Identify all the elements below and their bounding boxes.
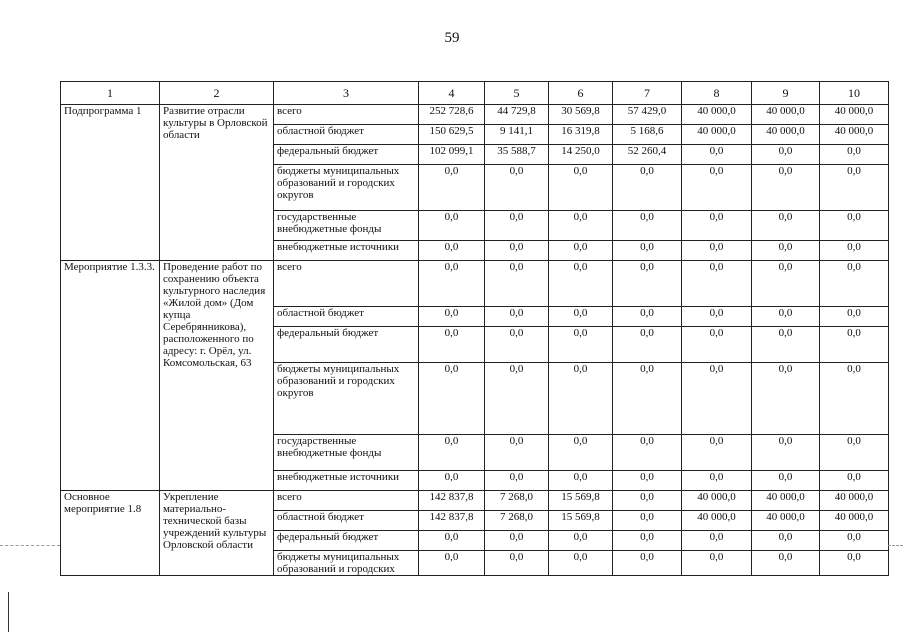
amount-cell: 15 569,8 [549,491,613,511]
amount-cell: 0,0 [820,241,889,261]
funding-source: бюджеты муниципальных образований и городских округов [274,363,419,435]
amount-cell: 40 000,0 [682,105,752,125]
funding-source: государственные внебюджетные фонды [274,435,419,471]
amount-cell: 0,0 [682,363,752,435]
amount-cell: 0,0 [820,327,889,363]
amount-cell: 0,0 [485,307,549,327]
amount-cell: 0,0 [820,261,889,307]
amount-cell: 0,0 [485,211,549,241]
amount-cell: 0,0 [419,165,485,211]
amount-cell: 40 000,0 [820,105,889,125]
amount-cell: 0,0 [752,435,820,471]
amount-cell: 0,0 [485,165,549,211]
amount-cell: 252 728,6 [419,105,485,125]
budget-table [60,81,889,576]
amount-cell: 40 000,0 [752,511,820,531]
amount-cell: 40 000,0 [820,511,889,531]
col-header: 10 [820,82,889,105]
amount-cell: 40 000,0 [752,491,820,511]
funding-source: всего [274,105,419,125]
block-name: Подпрограмма 1 [61,105,160,261]
amount-cell: 0,0 [419,307,485,327]
amount-cell: 0,0 [549,165,613,211]
amount-cell: 40 000,0 [682,511,752,531]
amount-cell: 0,0 [752,165,820,211]
amount-cell: 0,0 [613,241,682,261]
amount-cell: 150 629,5 [419,125,485,145]
amount-cell: 0,0 [419,551,485,576]
amount-cell: 0,0 [419,327,485,363]
col-header: 3 [274,82,419,105]
amount-cell: 0,0 [820,211,889,241]
amount-cell: 0,0 [820,435,889,471]
amount-cell: 0,0 [820,363,889,435]
amount-cell: 7 268,0 [485,491,549,511]
amount-cell: 0,0 [682,241,752,261]
block-name: Основное мероприятие 1.8 [61,491,160,576]
amount-cell: 0,0 [752,145,820,165]
col-header: 8 [682,82,752,105]
col-header: 2 [160,82,274,105]
amount-cell: 0,0 [682,211,752,241]
amount-cell: 0,0 [820,307,889,327]
funding-source: областной бюджет [274,307,419,327]
amount-cell: 52 260,4 [613,145,682,165]
amount-cell: 0,0 [613,511,682,531]
funding-source: федеральный бюджет [274,327,419,363]
col-header: 4 [419,82,485,105]
amount-cell: 0,0 [752,531,820,551]
block-description: Развитие отрасли культуры в Орловской области [160,105,274,261]
amount-cell: 0,0 [419,435,485,471]
col-header: 6 [549,82,613,105]
amount-cell: 0,0 [549,241,613,261]
amount-cell: 0,0 [752,307,820,327]
block-description: Укрепление материально-технической базы учреждений культуры Орловской области [160,491,274,576]
amount-cell: 0,0 [820,165,889,211]
amount-cell: 44 729,8 [485,105,549,125]
amount-cell: 0,0 [752,211,820,241]
col-header: 1 [61,82,160,105]
amount-cell: 0,0 [682,165,752,211]
amount-cell: 40 000,0 [752,105,820,125]
amount-cell: 40 000,0 [682,125,752,145]
amount-cell: 0,0 [613,327,682,363]
amount-cell: 0,0 [549,307,613,327]
amount-cell: 0,0 [419,241,485,261]
col-header: 5 [485,82,549,105]
amount-cell: 0,0 [485,241,549,261]
amount-cell: 0,0 [613,551,682,576]
amount-cell: 0,0 [419,261,485,307]
amount-cell: 0,0 [485,435,549,471]
amount-cell: 0,0 [682,531,752,551]
amount-cell: 102 099,1 [419,145,485,165]
funding-source: всего [274,491,419,511]
col-header: 7 [613,82,682,105]
funding-source: всего [274,261,419,307]
amount-cell: 40 000,0 [682,491,752,511]
col-header: 9 [752,82,820,105]
amount-cell: 0,0 [752,327,820,363]
funding-source: бюджеты муниципальных образований и городских [274,551,419,576]
amount-cell: 0,0 [613,531,682,551]
amount-cell: 0,0 [613,211,682,241]
funding-source: федеральный бюджет [274,145,419,165]
amount-cell: 0,0 [613,491,682,511]
amount-cell: 40 000,0 [820,125,889,145]
amount-cell: 0,0 [682,145,752,165]
amount-cell: 142 837,8 [419,511,485,531]
amount-cell: 0,0 [419,363,485,435]
amount-cell: 0,0 [549,551,613,576]
amount-cell: 0,0 [820,471,889,491]
scan-edge-line [8,592,9,632]
amount-cell: 0,0 [820,531,889,551]
amount-cell: 14 250,0 [549,145,613,165]
amount-cell: 0,0 [613,471,682,491]
amount-cell: 15 569,8 [549,511,613,531]
page-number: 59 [444,30,460,46]
amount-cell: 9 141,1 [485,125,549,145]
amount-cell: 0,0 [549,531,613,551]
amount-cell: 0,0 [682,471,752,491]
amount-cell: 0,0 [419,531,485,551]
amount-cell: 0,0 [485,551,549,576]
scan-artifact-line [0,545,60,546]
amount-cell: 0,0 [820,551,889,576]
amount-cell: 0,0 [549,211,613,241]
amount-cell: 0,0 [682,435,752,471]
amount-cell: 0,0 [549,363,613,435]
funding-source: федеральный бюджет [274,531,419,551]
funding-source: внебюджетные источники [274,241,419,261]
amount-cell: 0,0 [485,261,549,307]
amount-cell: 35 588,7 [485,145,549,165]
funding-source: бюджеты муниципальных образований и городских округов [274,165,419,211]
amount-cell: 0,0 [752,241,820,261]
funding-source: внебюджетные источники [274,471,419,491]
amount-cell: 0,0 [820,145,889,165]
amount-cell: 57 429,0 [613,105,682,125]
amount-cell: 0,0 [682,327,752,363]
amount-cell: 0,0 [682,261,752,307]
amount-cell: 40 000,0 [820,491,889,511]
block-description: Проведение работ по сохранению объекта культурного наследия «Жилой дом» (Дом купца Серебрянникова), расположенного по адресу: г. Орёл, ул. Комсомольская, 63 [160,261,274,491]
amount-cell: 0,0 [682,551,752,576]
amount-cell: 0,0 [613,307,682,327]
amount-cell: 0,0 [613,165,682,211]
funding-source: областной бюджет [274,125,419,145]
amount-cell: 0,0 [752,551,820,576]
amount-cell: 0,0 [752,363,820,435]
amount-cell: 0,0 [485,471,549,491]
amount-cell: 0,0 [549,261,613,307]
amount-cell: 0,0 [549,471,613,491]
amount-cell: 0,0 [485,363,549,435]
amount-cell: 30 569,8 [549,105,613,125]
amount-cell: 0,0 [485,327,549,363]
funding-source: государственные внебюджетные фонды [274,211,419,241]
amount-cell: 7 268,0 [485,511,549,531]
table-row [61,491,889,511]
amount-cell: 16 319,8 [549,125,613,145]
amount-cell: 0,0 [752,471,820,491]
block-name: Мероприятие 1.3.3. [61,261,160,491]
amount-cell: 0,0 [682,307,752,327]
table-row [61,261,889,307]
amount-cell: 40 000,0 [752,125,820,145]
funding-source: областной бюджет [274,511,419,531]
scan-artifact-line [888,545,903,546]
table-row [61,105,889,125]
header-row [61,82,889,105]
amount-cell: 0,0 [613,363,682,435]
amount-cell: 0,0 [549,435,613,471]
amount-cell: 0,0 [613,435,682,471]
amount-cell: 0,0 [549,327,613,363]
amount-cell: 0,0 [613,261,682,307]
amount-cell: 0,0 [419,211,485,241]
amount-cell: 5 168,6 [613,125,682,145]
amount-cell: 0,0 [419,471,485,491]
amount-cell: 0,0 [752,261,820,307]
amount-cell: 0,0 [485,531,549,551]
amount-cell: 142 837,8 [419,491,485,511]
